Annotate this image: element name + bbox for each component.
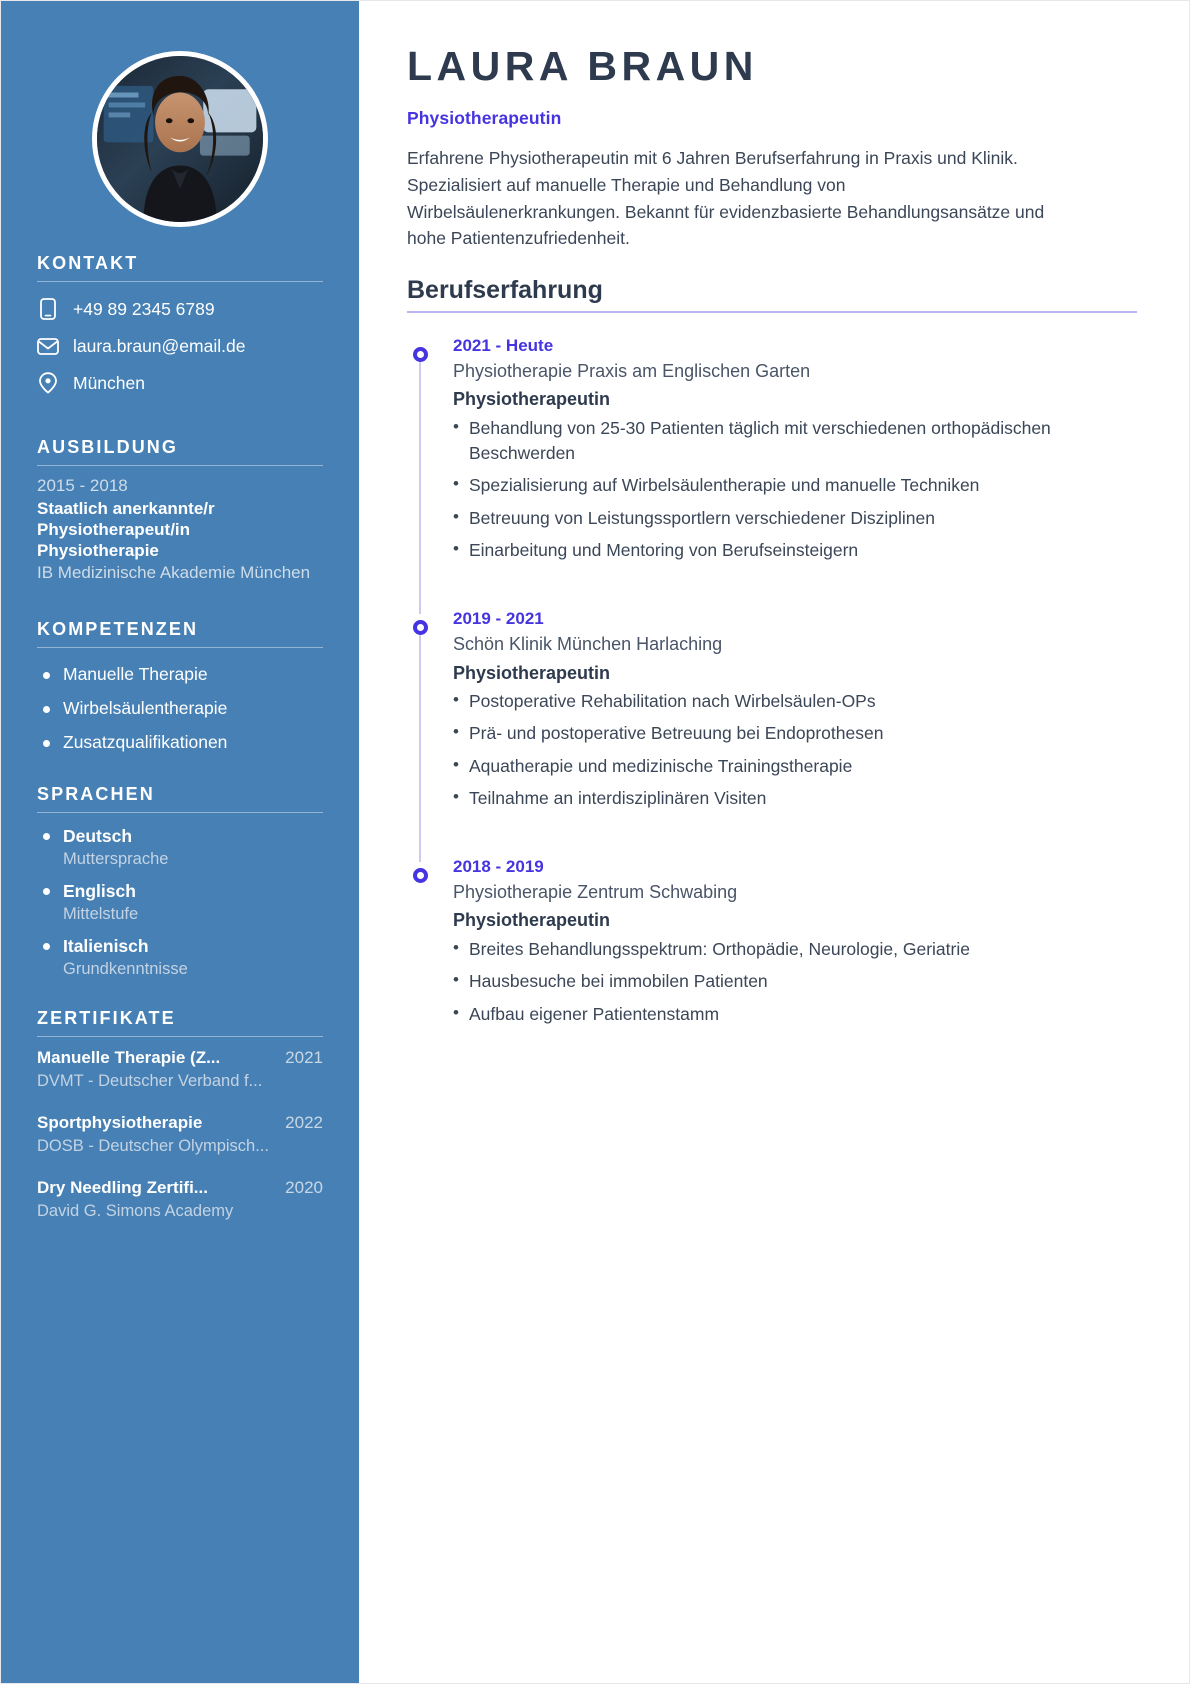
contact-heading: KONTAKT: [37, 253, 139, 273]
section-divider: [407, 311, 1137, 313]
language-name: Italienisch: [63, 936, 149, 957]
contact-phone-value: +49 89 2345 6789: [73, 298, 215, 319]
experience-company: Schön Klinik München Harlaching: [453, 634, 723, 655]
list-item: [37, 1048, 323, 1093]
experience-timeline: [407, 335, 1137, 1027]
list-item: [37, 1178, 323, 1223]
experience-company: Physiotherapie Praxis am Englischen Garten: [453, 361, 811, 382]
contact-item-location[interactable]: [37, 372, 323, 394]
education-dates: 2015 - 2018: [37, 476, 128, 495]
list-item: Manuelle Therapie: [37, 664, 323, 686]
spacer: [1, 766, 359, 784]
experience-item: [407, 335, 1137, 608]
list-item: • Postoperative Rehabilitation nach Wirbelsäulen-OPs: [453, 689, 1069, 714]
list-item: • Spezialisierung auf Wirbelsäulentherapie und manuelle Techniken: [453, 473, 1069, 498]
certificate-issuer: David G. Simons Academy: [37, 1202, 234, 1221]
languages-heading: SPRACHEN: [37, 784, 155, 805]
list-item: • Prä- und postoperative Betreuung bei Endoprothesen: [453, 721, 1069, 746]
timeline-line: [419, 622, 421, 862]
page-title: LAURA BRAUN: [407, 43, 758, 89]
section-divider: [37, 647, 323, 648]
portrait-photo-icon: [97, 56, 263, 222]
experience-bullets: [453, 416, 1137, 564]
experience-heading: Berufserfahrung: [407, 276, 603, 305]
spacer: [1, 409, 359, 437]
experience-company: Physiotherapie Zentrum Schwabing: [453, 882, 738, 903]
timeline-marker-icon: [413, 347, 428, 362]
timeline-marker-icon: [413, 620, 428, 635]
skills-list: [37, 664, 323, 754]
languages-section: [1, 784, 359, 980]
list-item: • Behandlung von 25-30 Patienten täglich mit verschiedenen orthopädischen Beschwerden: [453, 416, 1069, 467]
education-school: IB Medizinische Akademie München: [37, 562, 311, 582]
certificates-section: [1, 1008, 359, 1223]
spacer: [1, 583, 359, 619]
avatar-container: [1, 1, 359, 253]
experience-role: Physiotherapeutin: [453, 662, 611, 683]
education-item: [37, 475, 323, 583]
language-level: Muttersprache: [63, 849, 169, 868]
list-item: [37, 880, 323, 925]
experience-bullets: [453, 689, 1137, 812]
certificate-name: Manuelle Therapie (Z...: [37, 1048, 221, 1068]
timeline-line: [419, 349, 421, 614]
list-item: [37, 935, 323, 980]
list-item: • Breites Behandlungsspektrum: Orthopädie, Neurologie, Geriatrie: [453, 937, 1069, 962]
list-item: • Aufbau eigener Patientenstamm: [453, 1002, 1069, 1027]
language-name: Deutsch: [63, 826, 133, 847]
education-section: [1, 437, 359, 583]
contact-item-phone[interactable]: [37, 298, 323, 320]
job-title: Physiotherapeutin: [407, 108, 562, 129]
spacer: [1, 990, 359, 1008]
language-level: Mittelstufe: [63, 904, 139, 923]
experience-dates: 2019 - 2021: [453, 609, 544, 629]
location-icon: [37, 372, 59, 394]
languages-list: [37, 825, 323, 980]
experience-role: Physiotherapeutin: [453, 389, 611, 410]
list-item: Zusatzqualifikationen: [37, 732, 323, 754]
section-divider: [37, 465, 323, 466]
experience-bullets: [453, 937, 1137, 1027]
experience-dates: 2021 - Heute: [453, 336, 554, 356]
list-item: • Einarbeitung und Mentoring von Berufseinsteigern: [453, 538, 1069, 563]
certificate-header: [37, 1113, 323, 1133]
list-item: [37, 1113, 323, 1158]
certificates-heading: ZERTIFIKATE: [37, 1008, 176, 1029]
profile-summary: Erfahrene Physiotherapeutin mit 6 Jahren Berufserfahrung in Praxis und Klinik. Spezialisiert auf manuelle Therapie und Behandlung von Wirbelsäulenerkrankungen. Bekannt für evidenzbasierte Behandlungsansätze und hohe Patientenzufriedenheit.: [407, 148, 1045, 249]
list-item: [37, 825, 323, 870]
experience-role: Physiotherapeutin: [453, 910, 611, 931]
certificate-issuer: DVMT - Deutscher Verband f...: [37, 1072, 263, 1091]
section-divider: [37, 1036, 323, 1037]
list-item: • Betreuung von Leistungssportlern verschiedener Disziplinen: [453, 506, 1069, 531]
education-field: Physiotherapie: [37, 541, 159, 561]
sidebar: [1, 1, 359, 1683]
avatar: [92, 51, 268, 227]
certificate-issuer: DOSB - Deutscher Olympisch...: [37, 1137, 269, 1156]
contact-section: [1, 253, 359, 394]
list-item: Wirbelsäulentherapie: [37, 698, 323, 720]
email-icon: [37, 335, 59, 357]
list-item: • Teilnahme an interdisziplinären Visiten: [453, 786, 1069, 811]
timeline-marker-icon: [413, 868, 428, 883]
contact-item-email[interactable]: [37, 335, 323, 357]
contact-location-value: München: [73, 372, 145, 393]
certificate-year: 2022: [285, 1113, 323, 1133]
main-content: [359, 1, 1189, 1683]
section-divider: [37, 812, 323, 813]
experience-dates: 2018 - 2019: [453, 857, 544, 877]
skills-section: [1, 619, 359, 754]
list-item: • Aquatherapie und medizinische Trainingstherapie: [453, 754, 1069, 779]
education-heading: AUSBILDUNG: [37, 437, 178, 457]
education-degree: Staatlich anerkannte/r Physiotherapeut/in: [37, 498, 215, 540]
language-level: Grundkenntnisse: [63, 959, 188, 978]
certificate-name: Dry Needling Zertifi...: [37, 1178, 208, 1198]
phone-icon: [37, 298, 59, 320]
contact-email-value: laura.braun@email.de: [73, 335, 246, 356]
certificate-year: 2020: [285, 1178, 323, 1198]
list-item: • Hausbesuche bei immobilen Patienten: [453, 969, 1069, 994]
skills-heading: KOMPETENZEN: [37, 619, 199, 640]
certificate-header: [37, 1178, 323, 1198]
section-divider: [37, 281, 323, 282]
certificate-year: 2021: [285, 1048, 323, 1068]
language-name: Englisch: [63, 881, 136, 902]
experience-item: [407, 856, 1137, 1027]
certificate-name: Sportphysiotherapie: [37, 1113, 203, 1133]
certificate-header: [37, 1048, 323, 1068]
experience-item: [407, 608, 1137, 856]
